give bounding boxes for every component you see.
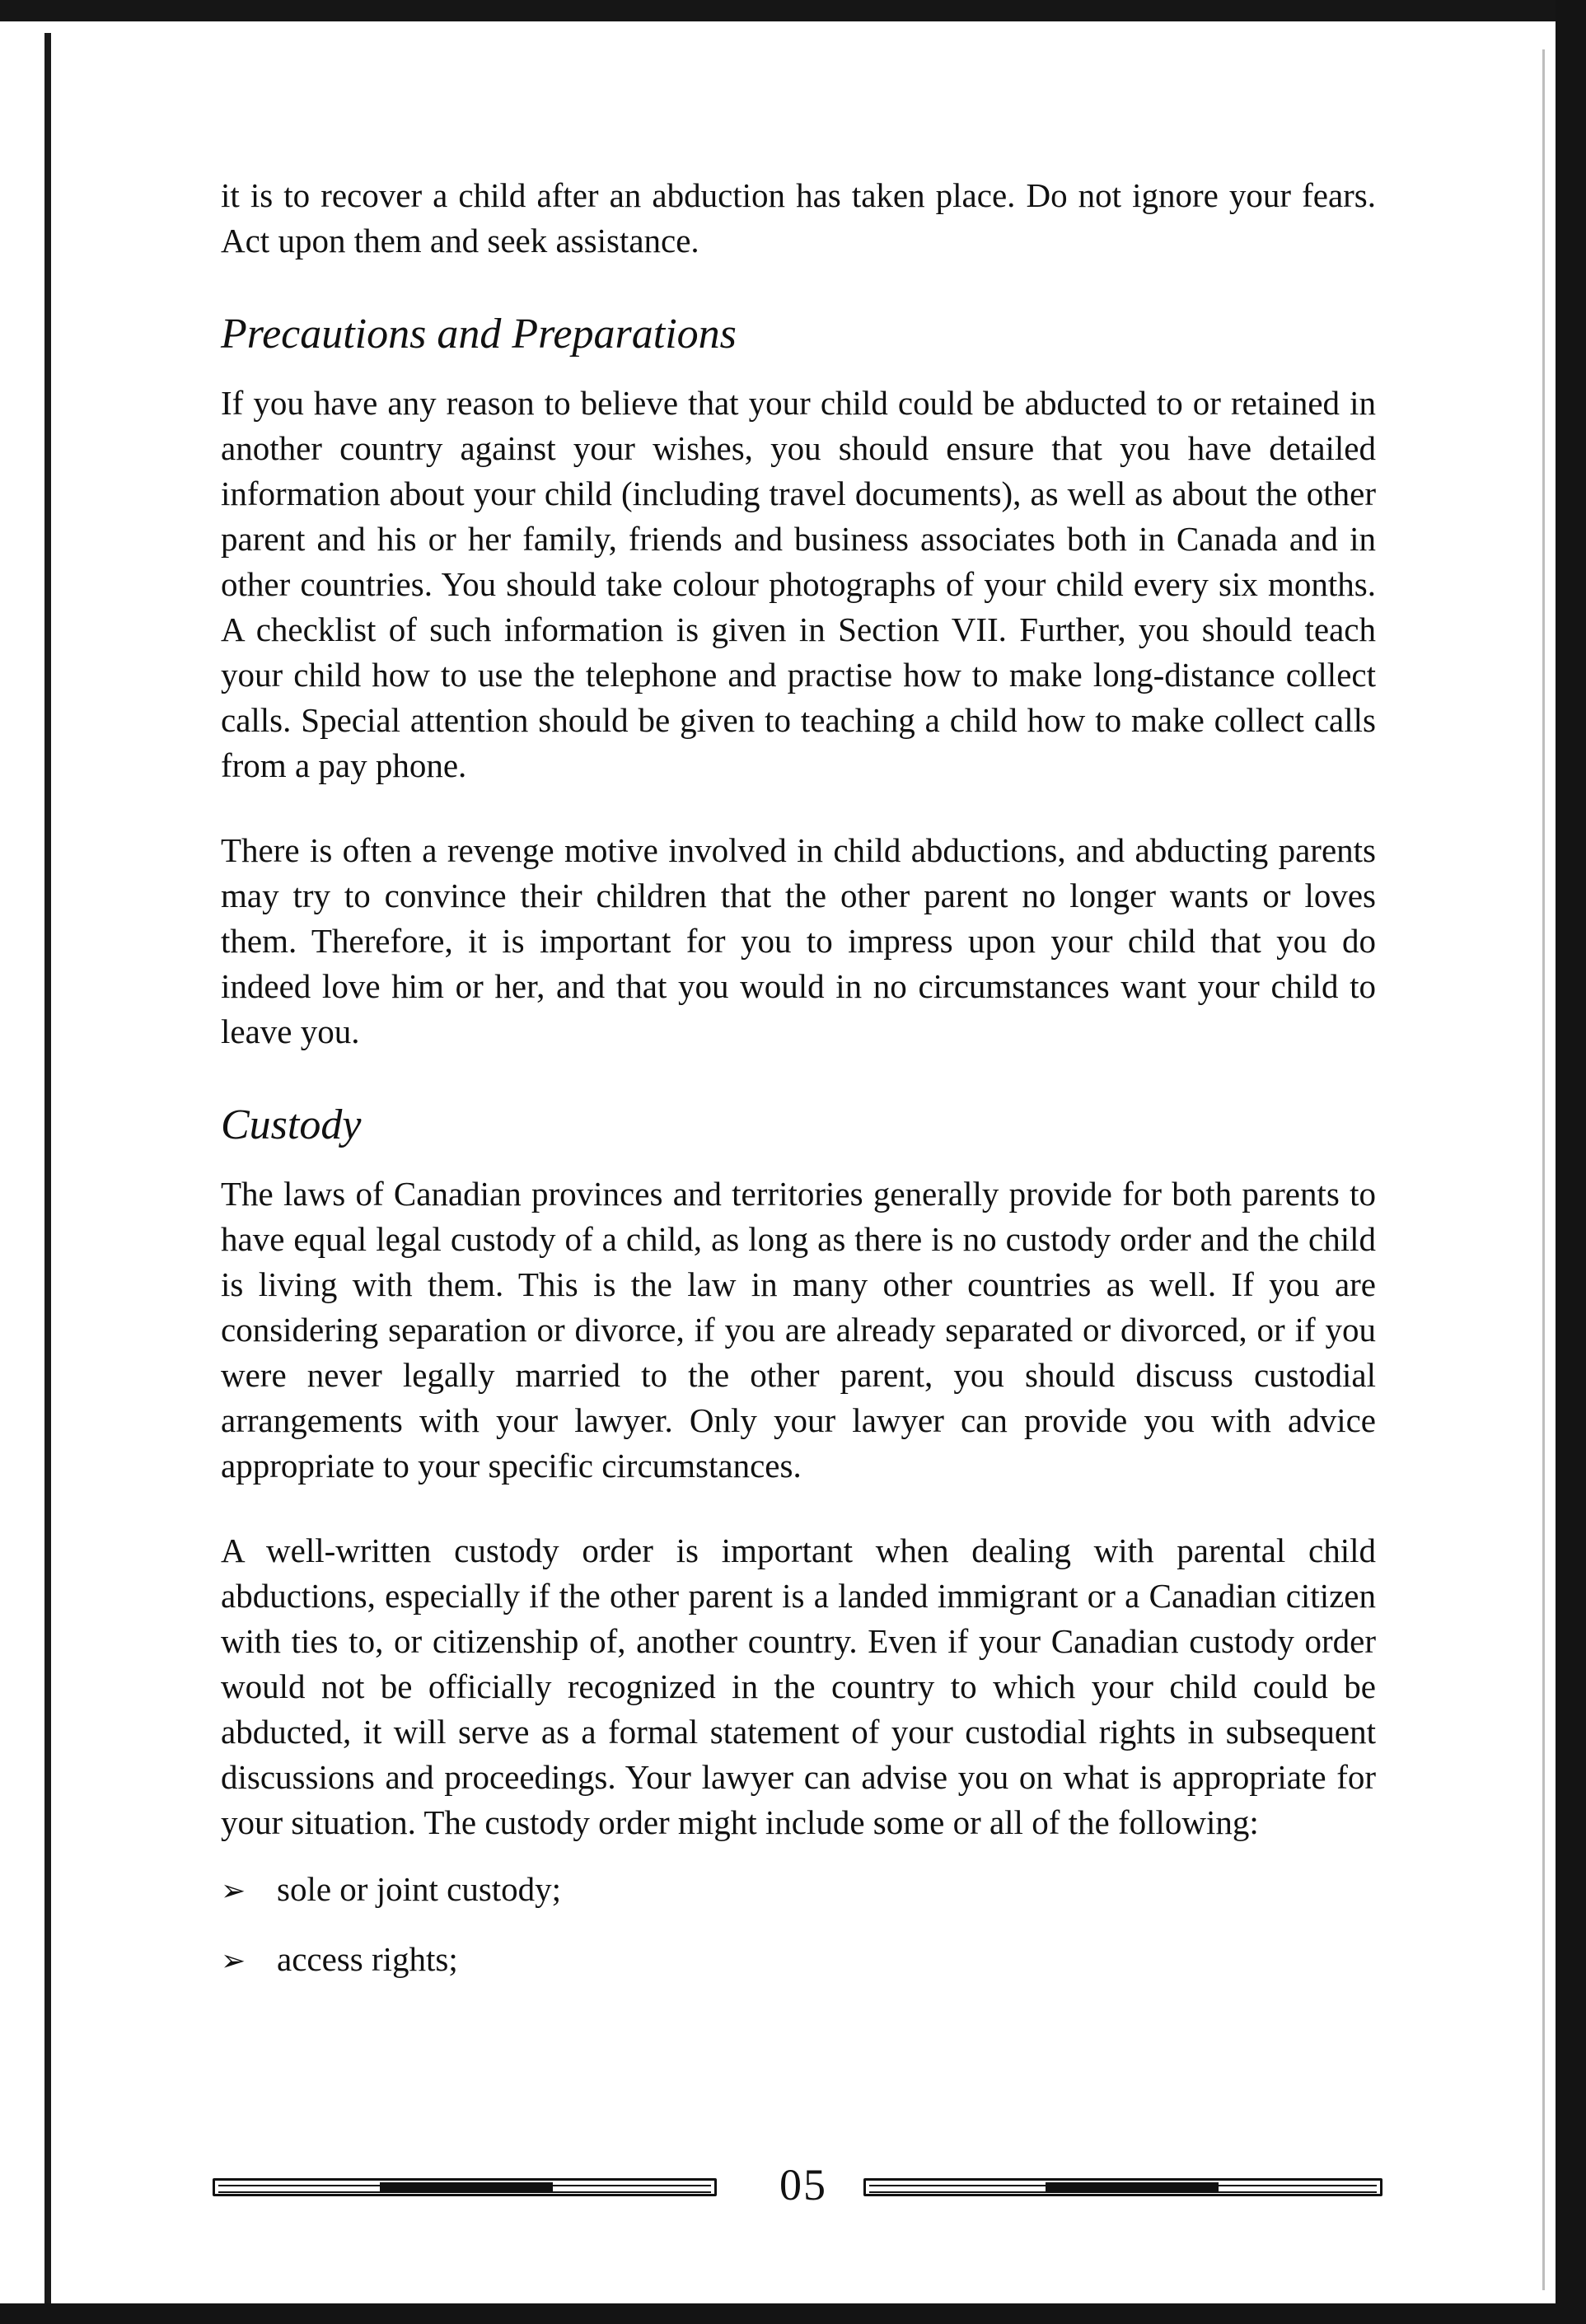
list-item-text: sole or joint custody; — [277, 1870, 562, 1908]
list-item — [221, 1867, 1376, 1914]
scan-border-bottom — [0, 2303, 1586, 2324]
arrow-bullet-icon: ➢ — [221, 1944, 246, 1977]
heading-precautions: Precautions and Preparations — [221, 311, 737, 358]
page-content — [221, 173, 1376, 2007]
scan-border-top — [0, 0, 1586, 21]
scan-border-right — [1556, 0, 1586, 2324]
custody-paragraph-1: The laws of Canadian provinces and territories generally provide for both parents to have equal legal custody of a child, as long as there is no custody order and the child is living with them. This is the law in many other countries as well. If you are considering separation or divorce, if you are already separated or divorced, or if you were never legally married to the other parent, you should discuss custodial arrangements with your lawyer. Only your lawyer can provide you with advice appropriate to your specific circumstances. — [221, 1175, 1376, 1485]
arrow-bullet-icon: ➢ — [221, 1874, 246, 1907]
footer-rule-left — [213, 2178, 717, 2196]
custody-paragraph-2: A well-written custody order is important when dealing with parental child abductions, especially if the other parent is a landed immigrant or a Canadian citizen with ties to, or citizenship of, another country. Even if your Canadian custody order would not be officially recognized in the country to which your child could be abducted, it will serve as a formal statement of your custodial rights in subsequent discussions and proceedings. Your lawyer can advise you on what is appropriate for your situation. The custody order might include some or all of the following: — [221, 1531, 1376, 1841]
precautions-paragraph-1: If you have any reason to believe that your child could be abducted to or retained in another country against your wishes, you should ensure that you have detailed information about your child (including travel documents), as well as about the other parent and his or her family, friends and business associates both in Canada and in other countries. You should take colour photographs of your child every six months. A checklist of such information is given in Section VII. Further, you should teach your child how to use the telephone and practise how to make long-distance collect calls. Special attention should be given to teaching a child how to make collect calls from a pay phone. — [221, 384, 1376, 784]
list-item-text: access rights; — [277, 1940, 458, 1978]
scan-border-left — [44, 33, 51, 2307]
intro-paragraph: it is to recover a child after an abduction has taken place. Do not ignore your fears. Act upon them and seek assistance. — [221, 176, 1376, 260]
page-footer — [213, 2160, 1382, 2209]
heading-custody: Custody — [221, 1101, 362, 1148]
page-number: 05 — [779, 2160, 827, 2209]
scan-page-edge — [1542, 49, 1545, 2290]
footer-rule-right — [863, 2178, 1382, 2196]
precautions-paragraph-2: There is often a revenge motive involved in child abductions, and abducting parents may try to convince their children that the other parent no longer wants or loves them. Therefore, it is important for you to impress upon your child that you do indeed love him or her, and that you would in no circumstances want your child to leave you. — [221, 831, 1376, 1050]
list-item — [221, 1937, 1376, 1984]
